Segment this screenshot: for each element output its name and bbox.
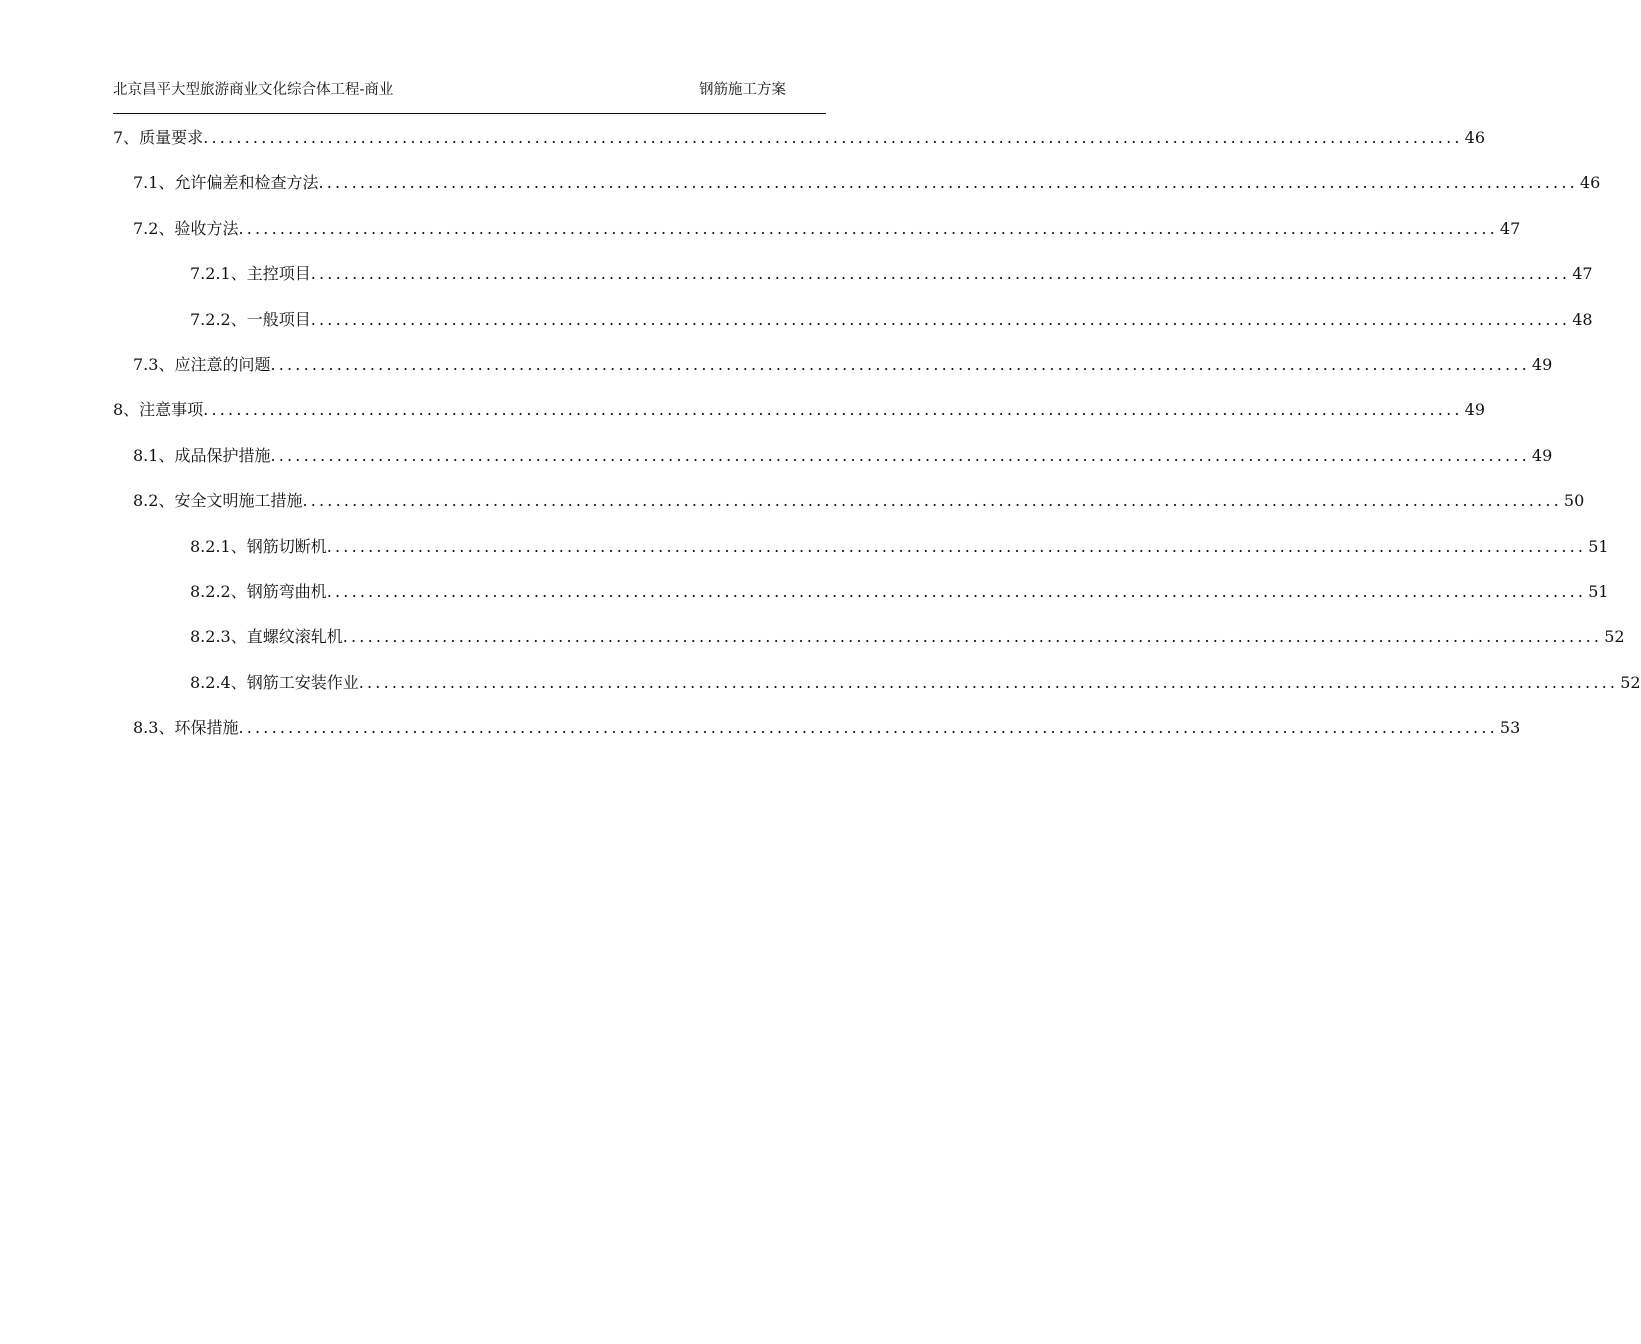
toc-entry[interactable]	[133, 444, 1553, 468]
toc-entry-label: 8.1、成品保护措施	[133, 446, 271, 465]
toc-leader-dots: ........................................................................................................................................................	[203, 128, 1463, 147]
toc-entry[interactable]	[190, 308, 1593, 332]
toc-leader-dots: ........................................................................................................................................................	[270, 355, 1530, 374]
toc-entry[interactable]	[190, 535, 1609, 559]
page-header	[113, 76, 826, 114]
toc-leader-dots: ........................................................................................................................................................	[326, 582, 1587, 601]
toc-page-number: 49	[1531, 355, 1553, 374]
toc-page-number: 52	[1604, 627, 1625, 646]
toc-page-number: 46	[1579, 173, 1601, 192]
toc-page-number: 48	[1572, 310, 1593, 329]
toc-page-number: 47	[1499, 219, 1521, 238]
toc-leader-dots: ........................................................................................................................................................	[326, 537, 1587, 556]
toc-entry-label: 7.3、应注意的问题	[133, 355, 271, 374]
toc-entry[interactable]	[133, 716, 1521, 740]
toc-entry[interactable]	[190, 625, 1625, 649]
toc-entry[interactable]	[190, 580, 1609, 604]
toc-entry-label: 7.1、允许偏差和检查方法	[133, 173, 319, 192]
toc-entry-label: 8.3、环保措施	[133, 718, 239, 737]
toc-leader-dots: ........................................................................................................................................................	[203, 400, 1463, 419]
toc-page-number: 46	[1464, 128, 1486, 147]
toc-entry[interactable]	[133, 217, 1521, 241]
toc-leader-dots: ........................................................................................................................................................	[310, 310, 1571, 329]
toc-entry[interactable]	[190, 671, 1641, 695]
toc-page-number: 50	[1563, 491, 1585, 510]
toc-entry[interactable]	[133, 353, 1553, 377]
toc-entry-label: 7、质量要求	[113, 128, 204, 147]
toc-page-number: 49	[1531, 446, 1553, 465]
toc-leader-dots: ........................................................................................................................................................	[358, 673, 1619, 692]
toc-leader-dots: ........................................................................................................................................................	[302, 491, 1562, 510]
toc-entry-label: 8.2、安全文明施工措施	[133, 491, 303, 510]
header-document-title: 钢筋施工方案	[699, 82, 786, 98]
toc-page-number: 47	[1572, 264, 1593, 283]
toc-entry-label: 8.2.3、直螺纹滚轧机	[190, 627, 343, 646]
toc-entry-label: 8、注意事项	[113, 400, 204, 419]
toc-page-number: 52	[1620, 673, 1641, 692]
toc-entry-label: 8.2.1、钢筋切断机	[190, 537, 327, 556]
toc-leader-dots: ........................................................................................................................................................	[310, 264, 1571, 283]
toc-entry[interactable]	[113, 126, 1486, 150]
toc-entry-label: 7.2.2、一般项目	[190, 310, 311, 329]
header-project-title: 北京昌平大型旅游商业文化综合体工程-商业	[113, 82, 394, 98]
toc-leader-dots: ........................................................................................................................................................	[318, 173, 1578, 192]
toc-entry[interactable]	[133, 171, 1601, 195]
toc-leader-dots: ........................................................................................................................................................	[238, 718, 1498, 737]
toc-entry-label: 8.2.4、钢筋工安装作业	[190, 673, 359, 692]
toc-entry[interactable]	[190, 262, 1593, 286]
toc-page-number: 53	[1499, 718, 1521, 737]
toc-page-number: 51	[1588, 537, 1609, 556]
toc-page-number: 51	[1588, 582, 1609, 601]
toc-leader-dots: ........................................................................................................................................................	[238, 219, 1498, 238]
toc-entry-label: 8.2.2、钢筋弯曲机	[190, 582, 327, 601]
toc-entry[interactable]	[113, 398, 1486, 422]
toc-page-number: 49	[1464, 400, 1486, 419]
toc-leader-dots: ........................................................................................................................................................	[270, 446, 1530, 465]
toc-entry-label: 7.2、验收方法	[133, 219, 239, 238]
toc-leader-dots: ........................................................................................................................................................	[342, 627, 1603, 646]
toc-entry[interactable]	[133, 489, 1585, 513]
toc-entry-label: 7.2.1、主控项目	[190, 264, 311, 283]
